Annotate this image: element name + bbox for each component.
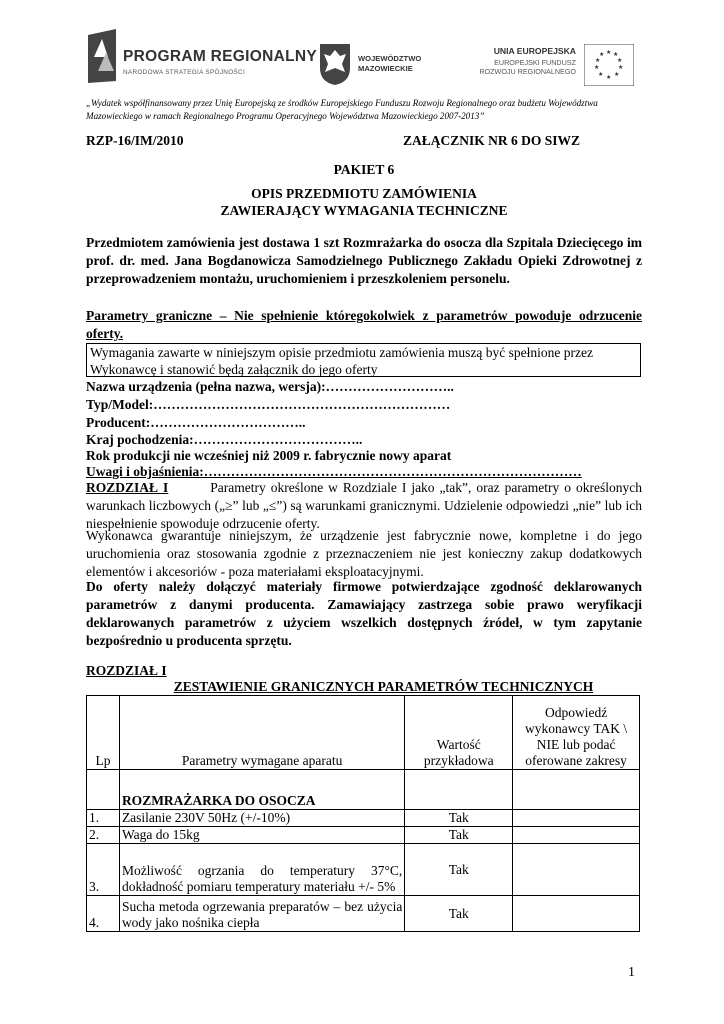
header-parameters: Parametry wymagane aparatu: [119, 696, 404, 770]
table-row: [87, 896, 640, 932]
table-section-row: [87, 770, 640, 810]
requirements-box: Wymagania zawarte w niniejszym opisie przedmiotu zamówienia muszą być spełnione przez Wykonawcę i stanowić będą załącznik do jego oferty: [86, 343, 641, 377]
chapter-heading: ROZDZIAŁ I: [86, 663, 167, 678]
region-name: [358, 54, 421, 74]
row-value: Tak: [405, 810, 513, 827]
table-header-row: [87, 696, 640, 770]
production-year: Rok produkcji nie wcześniej niż 2009 r. fabrycznie nowy aparat: [86, 448, 452, 463]
country-field: Kraj pochodzenia:………………………………..: [86, 432, 363, 447]
chapter-label: ROZDZIAŁ I: [86, 480, 169, 495]
guarantee-paragraph: Wykonawca gwarantuje niniejszym, że urządzenie jest fabrycznie nowe, kompletne i do jego uruchomienia oraz stosowania zgodnie z przeznaczeniem nie jest konieczny zakup dodatkowych elementów i akcesoriów - poza materiałami eksploatacyjnymi.: [86, 528, 642, 579]
order-subject: Przedmiotem zamówienia jest dostawa 1 szt Rozmrażarka do osocza dla Szpitala Dziecięcego im prof. dr. med. Jana Bogdanowicza Samodzielnego Publicznego Zakładu Opieki Zdrowotnej z przeprowadzeniem montażu, uruchomieniem i przeszkoleniem personelu.: [86, 235, 642, 286]
table-row: [87, 844, 640, 896]
svg-text:★: ★: [618, 64, 624, 71]
document-title-line1: OPIS PRZEDMIOTU ZAMÓWIENIA: [251, 186, 477, 201]
row-lp: 3.: [87, 844, 120, 896]
region-line1: WOJEWÓDZTWO: [358, 54, 422, 63]
svg-text:★: ★: [598, 71, 604, 78]
reference-row: [86, 133, 580, 149]
device-name-field: Nazwa urządzenia (pełna nazwa, wersja):………………………..: [86, 379, 454, 394]
type-model-field: Typ/Model:…………………………………………………………: [86, 397, 451, 412]
section-title: ROZMRAŻARKA DO OSOCZA: [119, 770, 404, 810]
program-subtitle: NARODOWA STRATEGIA SPÓJNOŚCI: [123, 69, 246, 76]
wojewodztwo-logo: [318, 42, 438, 88]
header-contractor-answer: Odpowiedź wykonawcy TAK \ NIE lub podać oferowane zakresy: [513, 696, 640, 770]
eu-fund: [456, 58, 576, 76]
row-lp: 4.: [87, 896, 120, 932]
svg-text:★: ★: [595, 57, 601, 64]
limit-parameters-notice: Parametry graniczne – Nie spełnienie któregokolwiek z parametrów powoduje odrzucenie oferty.: [86, 308, 642, 341]
table-row: [87, 827, 640, 844]
row-answer-cell[interactable]: [513, 844, 640, 896]
document-title-line2: ZAWIERAJĄCY WYMAGANIA TECHNICZNE: [220, 203, 508, 218]
eu-line1: EUROPEJSKI FUNDUSZ: [494, 58, 576, 67]
row-answer-cell[interactable]: [513, 896, 640, 932]
page-number: 1: [628, 965, 635, 980]
row-parameter: Możliwość ogrzania do temperatury 37°C, dokładność pomiaru temperatury materiału +/- 5%: [119, 844, 404, 896]
section-answer-cell: [513, 770, 640, 810]
eagle-crest-icon: [318, 42, 352, 86]
svg-text:★: ★: [594, 64, 600, 71]
cofinancing-disclaimer: „Wydatek współfinansowany przez Unię Europejską ze środków Europejskiego Funduszu Rozwoju Regionalnego oraz budżetu Województwa Mazowieckiego w ramach Regionalnego Programu Operacyjnego Województwa Mazowieckiego 2007-2013”: [86, 98, 598, 121]
row-parameter: Waga do 15kg: [119, 827, 404, 844]
program-regionalny-logo: [86, 27, 317, 87]
chapter-explanation: [86, 479, 642, 533]
row-lp: 1.: [87, 810, 120, 827]
eu-line2: ROZWOJU REGIONALNEGO: [479, 67, 576, 76]
region-line2: MAZOWIECKIE: [358, 64, 413, 73]
eu-flag-icon: [584, 44, 634, 86]
package-label: PAKIET 6: [333, 162, 395, 177]
chapter-text: Parametry określone w Rozdziale I jako „tak”, oraz parametry o określonych warunkach liczbowych („≥” lub „≤”) są warunkami granicznymi. Udzielenie odpowiedzi „nie” lub ich niespełnienie spowoduje odrzucenie oferty.: [86, 480, 642, 531]
row-value: Tak: [405, 844, 513, 896]
remarks-text: Uwagi i objaśnienia:…………………………………………………………………………: [86, 464, 582, 479]
row-lp: 2.: [87, 827, 120, 844]
svg-text:★: ★: [614, 71, 620, 78]
reference-number: RZP-16/IM/2010: [86, 133, 184, 148]
parameters-table: [86, 695, 640, 932]
svg-text:★: ★: [599, 51, 605, 58]
eu-title: UNIA EUROPEJSKA: [493, 46, 576, 56]
header-lp: Lp: [87, 696, 120, 770]
header-example-value: Wartość przykładowa: [405, 696, 513, 770]
svg-text:★: ★: [606, 49, 612, 56]
svg-text:★: ★: [606, 74, 612, 81]
row-value: Tak: [405, 896, 513, 932]
attachment-label: ZAŁĄCZNIK NR 6 DO SIWZ: [402, 133, 580, 148]
row-answer-cell[interactable]: [513, 827, 640, 844]
svg-text:★: ★: [617, 57, 623, 64]
row-answer-cell[interactable]: [513, 810, 640, 827]
eu-logo: [456, 44, 636, 90]
table-title: ZESTAWIENIE GRANICZNYCH PARAMETRÓW TECHNICZNYCH: [173, 679, 594, 694]
program-title: PROGRAM REGIONALNY: [123, 48, 317, 65]
row-parameter: Zasilanie 230V 50Hz (+/-10%): [119, 810, 404, 827]
row-value: Tak: [405, 827, 513, 844]
svg-text:★: ★: [613, 51, 619, 58]
section-value-cell: [405, 770, 513, 810]
producer-field: Producent:……………………………..: [86, 415, 306, 430]
row-parameter: Sucha metoda ogrzewania preparatów – bez użycia wody jako nośnika ciepła: [119, 896, 404, 932]
section-lp-cell: [87, 770, 120, 810]
table-row: [87, 810, 640, 827]
program-logo-icon: [86, 27, 120, 85]
materials-paragraph: Do oferty należy dołączyć materiały firmowe potwierdzające zgodność deklarowanych parametrów z danymi producenta. Zamawiający zastrzega sobie prawo weryfikacji deklarowanych parametrów z użyciem wszelkich dostępnych źródeł, w tym zapytanie bezpośrednio u producenta sprzętu.: [86, 579, 642, 648]
